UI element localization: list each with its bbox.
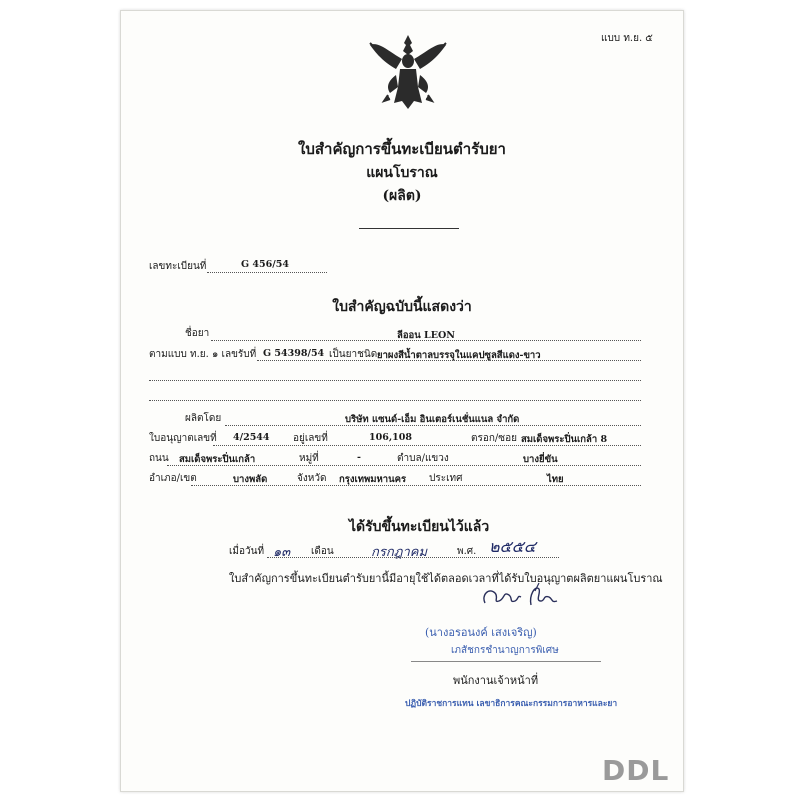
registration-number: G 456/54	[241, 259, 289, 270]
acting-on-behalf: ปฏิบัติราชการแทน เลขาธิการคณะกรรมการอาหารและยา	[405, 699, 618, 709]
garuda-emblem-icon	[366, 31, 450, 113]
manufacturer-line	[225, 425, 641, 426]
registration-line	[207, 272, 327, 273]
moo-value: -	[357, 452, 361, 463]
certificate-subtitle: แผนโบราณ	[366, 165, 438, 181]
manufacturer-label: ผลิตโดย	[185, 413, 222, 424]
license-label: ใบอนุญาตเลขที่	[149, 433, 217, 444]
certificate-title: ใบสำคัญการขึ้นทะเบียนตำรับยา	[298, 140, 506, 158]
approval-date-line	[267, 557, 559, 558]
road-value: สมเด็จพระปิ่นเกล้า	[179, 454, 256, 465]
certificate-page	[120, 10, 684, 792]
approval-date-label: เมื่อวันที่	[229, 546, 265, 557]
validity-statement: ใบสำคัญการขึ้นทะเบียนตำรับยานี้มีอายุใช้ได้ตลอดเวลาที่ได้รับใบอนุญาตผลิตยาแผนโบราณ	[229, 572, 663, 585]
district-value: บางพลัด	[233, 474, 268, 485]
ddl-watermark: DDL	[602, 754, 670, 787]
signature-line	[411, 661, 601, 662]
district-label: อำเภอ/เขต	[149, 473, 197, 484]
approval-month-label: เดือน	[311, 546, 334, 557]
district-line	[191, 485, 641, 486]
license-line	[213, 445, 641, 446]
drug-kind-label: เป็นยาชนิด	[329, 349, 378, 360]
form-number-value: G 54398/54	[263, 348, 325, 359]
drug-name-value: ลีออน LEON	[397, 330, 455, 341]
drug-name-line	[211, 340, 641, 341]
approval-month: กรกฎาคม	[371, 545, 428, 560]
subdistrict-label: ตำบล/แขวง	[397, 453, 449, 464]
province-value: กรุงเทพมหานคร	[339, 474, 407, 485]
drug-blank-line-1	[149, 380, 641, 381]
certificate-type: (ผลิต)	[382, 188, 422, 204]
approval-heading: ได้รับขึ้นทะเบียนไว้แล้ว	[349, 519, 490, 535]
form-code: แบบ ท.ย. ๕	[601, 33, 653, 44]
approval-year-label: พ.ศ.	[457, 546, 477, 557]
country-label: ประเทศ	[429, 473, 463, 484]
alley-label: ตรอก/ซอย	[471, 433, 517, 444]
road-label: ถนน	[149, 453, 169, 464]
officer-title: พนักงานเจ้าหน้าที่	[453, 674, 539, 687]
moo-label: หมู่ที่	[299, 453, 319, 464]
address-no-value: 106,108	[369, 432, 412, 443]
alley-value: สมเด็จพระปิ่นเกล้า 8	[521, 434, 608, 445]
official-signature-icon	[479, 577, 579, 613]
certify-heading: ใบสำคัญฉบับนี้แสดงว่า	[332, 299, 472, 315]
form-number-label: ตามแบบ ท.ย. ๑ เลขรับที่	[149, 349, 257, 360]
license-value: 4/2544	[233, 432, 270, 443]
manufacturer-value: บริษัท แซนด์-เอ็ม อินเตอร์เนชั่นแนล จำกัด	[345, 414, 520, 425]
signer-position: เภสัชกรชำนาญการพิเศษ	[451, 645, 559, 656]
approval-day: ๑๓	[273, 545, 291, 560]
registration-label: เลขทะเบียนที่	[149, 261, 207, 272]
address-no-label: อยู่เลขที่	[293, 433, 328, 444]
road-line	[167, 465, 641, 466]
drug-name-label: ชื่อยา	[185, 328, 210, 339]
title-divider	[359, 228, 459, 229]
drug-kind-value: ยาผงสีน้ำตาลบรรจุในแคปซูลสีแดง-ขาว	[377, 350, 541, 361]
signer-name: (นางอรอนงค์ เสงเจริญ)	[425, 626, 537, 639]
approval-year: ๒๕๕๔	[489, 537, 536, 556]
drug-blank-line-2	[149, 400, 641, 401]
country-value: ไทย	[547, 474, 564, 485]
province-label: จังหวัด	[297, 473, 327, 484]
drug-kind-line	[257, 360, 641, 361]
subdistrict-value: บางยี่ขัน	[523, 454, 558, 465]
